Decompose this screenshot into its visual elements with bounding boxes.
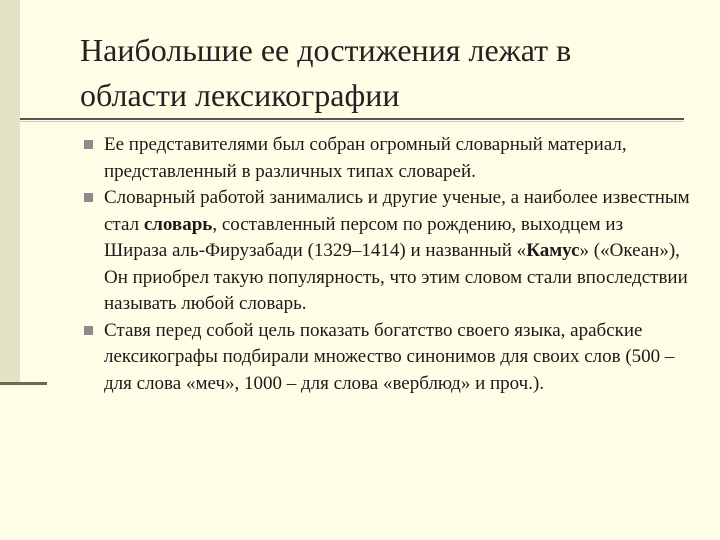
title-line-1: Наибольшие ее достижения лежат в bbox=[80, 32, 572, 68]
bullet-item-1 bbox=[84, 132, 690, 185]
left-accent-rule bbox=[0, 382, 47, 385]
title-line-2: области лексикографии bbox=[80, 77, 400, 113]
bullet-text-2 bbox=[104, 185, 690, 318]
bullet-text-2-part3: » («Океан»), Он приобрел такую популярность, что этим словом стали впоследствии называть любой словарь. bbox=[104, 240, 688, 314]
slide-title bbox=[80, 28, 680, 118]
square-bullet-icon bbox=[84, 140, 93, 149]
bold-term-slovar: словарь bbox=[143, 213, 213, 235]
left-accent-band bbox=[0, 0, 20, 384]
bullet-item-3 bbox=[84, 318, 690, 398]
title-divider bbox=[20, 118, 684, 120]
bullet-text-2-part2: , составленный персом по рождению, выходцем из Шираза аль-Фирузабади (1329–1414) и названный « bbox=[104, 213, 624, 261]
bullet-text-1: Ее представителями был собран огромный словарный материал, представленный в различных типах словарей. bbox=[104, 134, 627, 182]
square-bullet-icon bbox=[84, 326, 93, 335]
title-divider-shadow bbox=[20, 121, 684, 122]
bold-term-kamus: Камус bbox=[526, 240, 580, 261]
bullet-item-2 bbox=[84, 185, 690, 318]
bullet-text-3: Ставя перед собой цель показать богатство своего языка, арабские лексикографы подбирали множество синонимов для своих слов (500 – для слова «меч», 1000 – для слова «верблюд» и проч.). bbox=[104, 319, 675, 394]
bullet-list bbox=[84, 132, 690, 397]
square-bullet-icon bbox=[84, 193, 93, 202]
bullet-text-2-part1: Словарный работой занимались и другие ученые, а наиболее известным стал bbox=[104, 187, 690, 235]
